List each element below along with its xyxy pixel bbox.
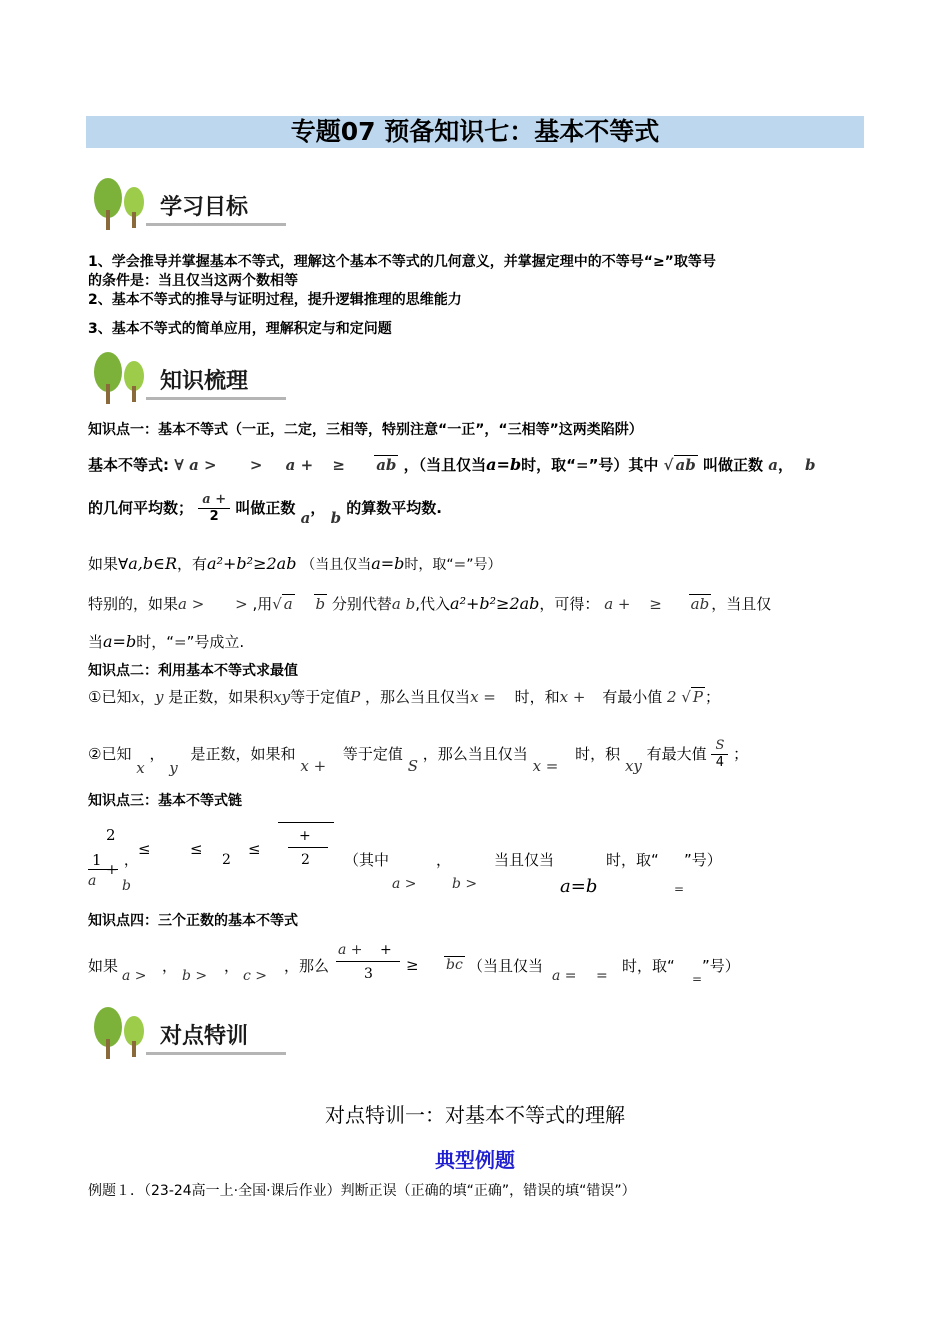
tree-icon [88,350,152,406]
section-rule [146,1052,286,1055]
page-title: 专题07 预备知识七：基本不等式 [86,116,864,148]
k1-heading: 知识点一：基本不等式（一正，二定，三相等，特别注意“一正”，“三相等”这两类陷阱） [88,422,643,438]
section-title-goals: 学习目标 [160,195,249,220]
k1-line-1: 基本不等式: ∀ a > > a + ≥ ab ，（当且仅当a=b时，取“=”号）其中 √ ab 叫做正数 a， b [88,455,816,474]
section-rule [146,397,286,400]
section-rule [146,223,286,226]
drill-title: 对点特训一：对基本不等式的理解 [325,1103,625,1127]
example-1: 例题１．（23-24高一上·全国·课后作业）判断正误（正确的填“正确”，错误的填“错误”） [88,1183,636,1199]
k2-fraction: $\frac{S}{4}$ [711,738,728,771]
tree-icon [88,1005,152,1061]
k1-fraction: $\frac{a +}{2}$ [198,492,230,525]
goal-line-1: 1、学会推导并掌握基本不等式，理解这个基本不等式的几何意义，并掌握定理中的不等号“≥”取等号 [88,254,716,270]
section-header-goals [88,176,288,234]
k1-line-3: 如果∀a,b∈R，有a²+b²≥2ab （当且仅当a=b时，取“=”号） [88,554,502,573]
goal-line-1b: 的条件是：当且仅当这两个数相等 [88,273,298,289]
section-title-knowledge: 知识梳理 [160,369,249,394]
tree-icon [88,176,152,232]
k3-heading: 知识点三：基本不等式链 [88,793,242,809]
section-header-knowledge [88,350,288,408]
goal-line-3: 3、基本不等式的简单应用，理解积定与和定问题 [88,321,392,337]
k1-line-5: 当a=b时，“=”号成立. [88,632,245,651]
k1-line-2: 的几何平均数； $\frac{a +}{2}$ 叫做正数 a， b 的算数平均数. [88,492,442,527]
section-header-drill [88,1005,288,1063]
drill-subtitle: 典型例题 [435,1148,515,1172]
k4-heading: 知识点四：三个正数的基本不等式 [88,913,298,929]
goal-line-2: 2、基本不等式的推导与证明过程，提升逻辑推理的思维能力 [88,292,462,308]
k3-chain: 2 1 a + b ， ≤ ≤ 2 ≤ + 2 （其中 a > ， b > 当且仅当 a=b 时，取“ = ”号） [88,820,868,900]
k2-heading: 知识点二：利用基本不等式求最值 [88,663,298,679]
k2-line-1: ①已知x，y 是正数，如果积xy等于定值P ，那么当且仅当x = 时，和x + 有最小值 2 √ P ； [88,688,721,706]
k1-line-4: 特别的，如果a > > ,用√ a b 分别代替a b,代入a²+b²≥2ab，可得： a + ≥ ab ，当且仅 [88,594,772,613]
k2-line-2: ②已知 x ， y 是正数，如果和 x + 等于定值 S ，那么当且仅当 x = 时，积 xy 有最大值 $\frac{S}{4}$ ； [88,738,749,777]
section-title-drill: 对点特训 [160,1024,249,1049]
k4-line-1: 如果 a > ， b > ， c > ，那么 a + + 3 ≥ bc （当且仅当 a = = 时，取“ = ”号） [88,942,740,986]
